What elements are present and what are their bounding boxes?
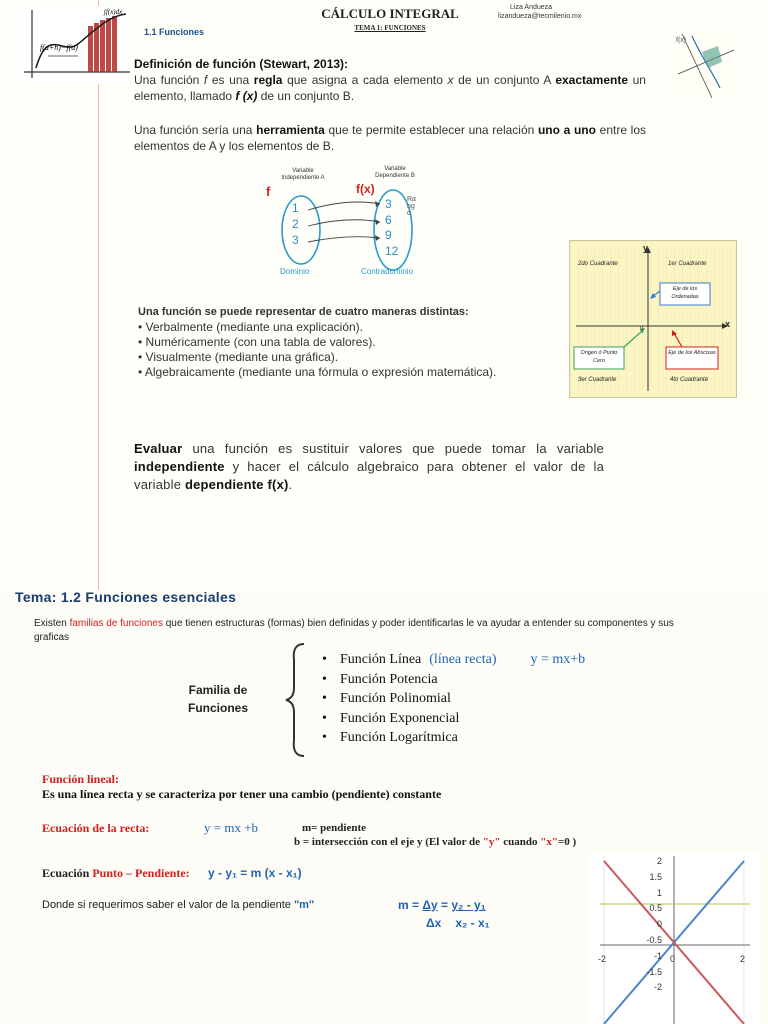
dominio-label: Dominio <box>280 267 310 276</box>
list-item: • Función Polinomial <box>322 691 451 706</box>
list-item: • Función Logarítmica <box>322 730 458 745</box>
punto-pendiente-label: Ecuación Punto – Pendiente: <box>42 866 190 880</box>
linear-functions-graph <box>590 852 760 1024</box>
definition-title: Definición de función (Stewart, 2013): <box>134 57 349 71</box>
origen-callout: Origen ó Punto Cero <box>580 350 618 364</box>
punto-pendiente-eq: y - y₁ = m (x - x₁) <box>208 866 302 880</box>
author-email: lizandueza@tecmilenio.mx <box>498 13 582 20</box>
list-item: • Algebraicamente (mediante una fórmula o expresión matemática). <box>138 365 497 379</box>
slope-formula: m = Δy = y₂ - y₁ <box>398 898 486 912</box>
cartesian-plane-diagram <box>569 240 737 398</box>
x-tick-min: -2 <box>598 954 607 964</box>
margin-line <box>98 0 99 590</box>
author-name: Liza Andueza <box>510 4 553 11</box>
list-item: • Función Exponencial <box>322 710 460 726</box>
slope-formula-denominator: Δx x₂ - x₁ <box>426 916 490 930</box>
section-heading: Tema: 1.2 Funciones esenciales <box>15 589 237 605</box>
y-axis-label: y <box>643 243 649 253</box>
section-label: 1.1 Funciones <box>144 27 205 37</box>
slope-intro: Donde si requerimos saber el valor de la pendiente "m" <box>42 899 315 911</box>
representation-list <box>138 305 558 380</box>
funcion-lineal-desc: Es una línea recta y se caracteriza por tener una cambio (pendiente) constante <box>42 787 442 801</box>
contradominio-label: Contradominio <box>361 267 414 276</box>
definition-block: Definición de función (Stewart, 2013): Una función f es una regla que asigna a cada elemento x de un conjunto A exactamente un elemento, llamado f (x) de un conjunto B. <box>134 57 646 103</box>
b-definition: b = intersección con el eje y (El valor de "y" cuando "x"=0 ) <box>294 836 577 848</box>
x-tick-max: 2 <box>740 954 746 964</box>
evaluar-paragraph: Evaluar una función es sustituir valores que puede tomar la variable independiente y hacer el cálculo algebraico para obtener el valor de la variable dependiente f(x). <box>134 441 604 492</box>
svg-text:f(x): f(x) <box>676 37 687 44</box>
curly-brace <box>282 640 308 760</box>
ordenadas-callout: Eje de los Ordenadas <box>671 286 699 300</box>
function-family-list <box>322 650 682 748</box>
funcion-lineal-title: Función lineal: <box>42 772 120 786</box>
document-title: CÁLCULO INTEGRAL <box>321 6 459 21</box>
range-values: 3 6 9 12 <box>385 197 399 258</box>
abscisas-callout: Eje de los Abscisas <box>668 350 716 356</box>
list-item: • Función Línea (línea recta) y = mx+b <box>322 652 586 667</box>
right-variable-label: Variable Dependiente B <box>375 166 415 179</box>
list-item: • Visualmente (mediante una gráfica). <box>138 350 339 364</box>
quadrant-1-label: 1er Cuadrante <box>668 261 707 267</box>
ecuacion-recta-label: Ecuación de la recta: <box>42 821 150 835</box>
rango-label: Rango <box>407 196 416 217</box>
quadrant-4-label: 4to Cuadrante <box>670 377 709 383</box>
function-sketch-image <box>672 28 738 100</box>
list-item: • Función Potencia <box>322 671 438 687</box>
list-item: • Verbalmente (mediante una explicación). <box>138 320 364 334</box>
m-definition: m= pendiente <box>302 822 367 834</box>
x-axis-label: x <box>725 319 731 329</box>
representation-title: Una función se puede representar de cuatro maneras distintas: <box>138 306 469 318</box>
document-subtitle: TEMA 1: FUNCIONES <box>354 24 426 32</box>
quadrant-2-label: 2do Cuadrante <box>578 261 618 267</box>
left-variable-label: Variable Independiente A <box>281 168 325 181</box>
quadrant-3-label: 3er Cuadrante <box>578 377 617 383</box>
y-axis-ticks: 2 1.5 1 0.5 0 -0.5 -1 -1.5 -2 <box>646 856 662 993</box>
x-tick-zero: 0 <box>670 954 676 964</box>
ecuacion-recta-eq: y = mx +b <box>204 820 259 835</box>
families-intro: Existen familias de funciones que tienen estructuras (formas) bien definidas y poder identificarlas le va ayudar a entender su componentes y sus graficas <box>34 618 674 643</box>
origin-label: 0 <box>640 326 644 332</box>
svg-text:∫f(x)dx: ∫f(x)dx <box>104 8 123 16</box>
fx-label: f(x) <box>356 182 375 196</box>
svg-text:f(a+h)−f(a): f(a+h)−f(a) <box>40 43 78 52</box>
herramienta-paragraph: Una función sería una herramienta que te permite establecer una relación uno a uno entre los elementos de A y los elementos de B. <box>134 123 647 153</box>
integral-logo-image <box>18 6 134 84</box>
list-item: • Numéricamente (con una tabla de valores). <box>138 335 376 349</box>
f-label: f <box>266 184 271 199</box>
familia-label: Familia de Funciones <box>187 683 248 715</box>
domain-values: 1 2 3 <box>292 201 299 247</box>
